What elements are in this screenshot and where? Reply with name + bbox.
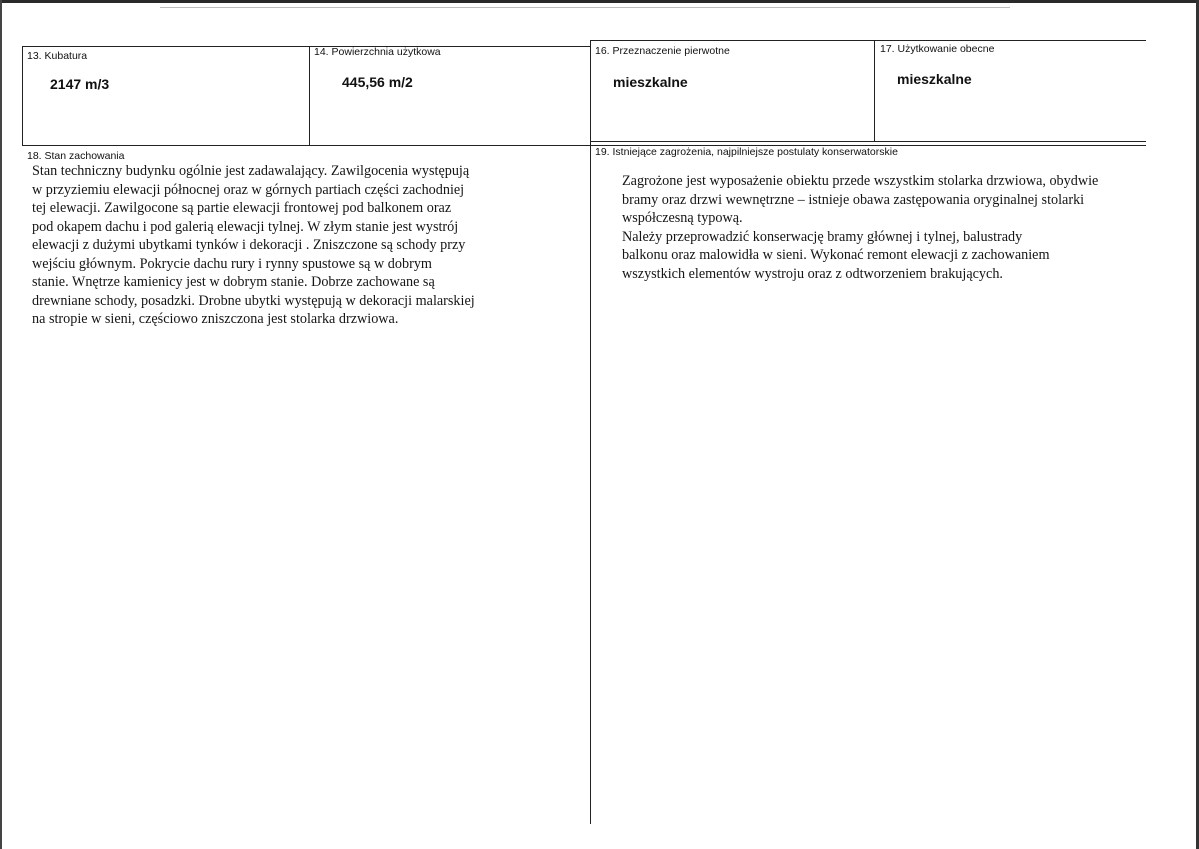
- stan-zachowania-label: 18. Stan zachowania: [27, 150, 125, 162]
- uzytkowanie-value: mieszkalne: [897, 71, 972, 87]
- text-line: balkonu oraz malowidła w sieni. Wykonać remont elewacji z zachowaniem: [622, 247, 1050, 263]
- text-line: w przyziemiu elewacji północnej oraz w górnych partiach części zachodniej: [32, 181, 465, 198]
- table-left-border: [22, 46, 23, 146]
- text-line: drewniane schody, posadzki. Drobne ubytki występują w dekoracji malarskiej: [32, 292, 475, 309]
- powierzchnia-value: 445,56 m/2: [342, 74, 413, 90]
- kubatura-value: 2147 m/3: [50, 76, 110, 92]
- row-divider: [22, 145, 1146, 146]
- text-line: wszystkich elementów wystroju oraz z odtworzeniem brakujących.: [622, 265, 1003, 282]
- text-line: bramy oraz drzwi wewnętrzne – istnieje obawa zastępowania oryginalnej stolarki: [622, 191, 1085, 208]
- zagrozenia-label: 19. Istniejące zagrożenia, najpilniejsze postulaty konserwatorskie: [595, 146, 898, 158]
- stan-zachowania-text: [32, 162, 475, 329]
- text-line: tej elewacji. Zawilgocone są partie elewacji frontowej pod balkonem oraz: [32, 200, 452, 216]
- przeznaczenie-label: 16. Przeznaczenie pierwotne: [595, 45, 730, 57]
- col-divider-17: [874, 40, 875, 142]
- uzytkowanie-label: 17. Użytkowanie obecne: [880, 43, 995, 55]
- text-line: elewacji z dużymi ubytkami tynków i dekoracji . Zniszczone są schody przy: [32, 237, 466, 253]
- col-divider-center: [590, 40, 591, 824]
- scan-edge-left: [0, 0, 2, 849]
- text-line: pod okapem dachu i pod galerią elewacji tylnej. W złym stanie jest wystrój: [32, 218, 459, 235]
- text-line: Należy przeprowadzić konserwację bramy głównej i tylnej, balustrady: [622, 228, 1023, 245]
- col-divider-14: [309, 46, 310, 146]
- zagrozenia-text: [622, 172, 1144, 283]
- text-line: stanie. Wnętrze kamienicy jest w dobrym stanie. Dobrze zachowane są: [32, 274, 435, 290]
- text-line: na stropie w sieni, częściowo zniszczona jest stolarka drzwiowa.: [32, 311, 399, 327]
- row-divider-secondary: [590, 141, 1146, 142]
- scan-edge-top: [0, 0, 1199, 3]
- table-top-border-right: [590, 40, 1146, 41]
- text-line: Zagrożone jest wyposażenie obiektu przede wszystkim stolarka drzwiowa, obydwie: [622, 173, 1099, 189]
- text-line: wejściu głównym. Pokrycie dachu rury i rynny spustowe są w dobrym: [32, 255, 432, 272]
- text-line: Stan techniczny budynku ogólnie jest zadawalający. Zawilgocenia występują: [32, 163, 470, 179]
- powierzchnia-label: 14. Powierzchnia użytkowa: [314, 46, 441, 58]
- przeznaczenie-value: mieszkalne: [613, 74, 688, 90]
- kubatura-label: 13. Kubatura: [27, 50, 88, 62]
- text-line: współczesną typową.: [622, 210, 743, 226]
- table-top-border: [22, 46, 590, 47]
- faint-top-rule: [160, 7, 1010, 8]
